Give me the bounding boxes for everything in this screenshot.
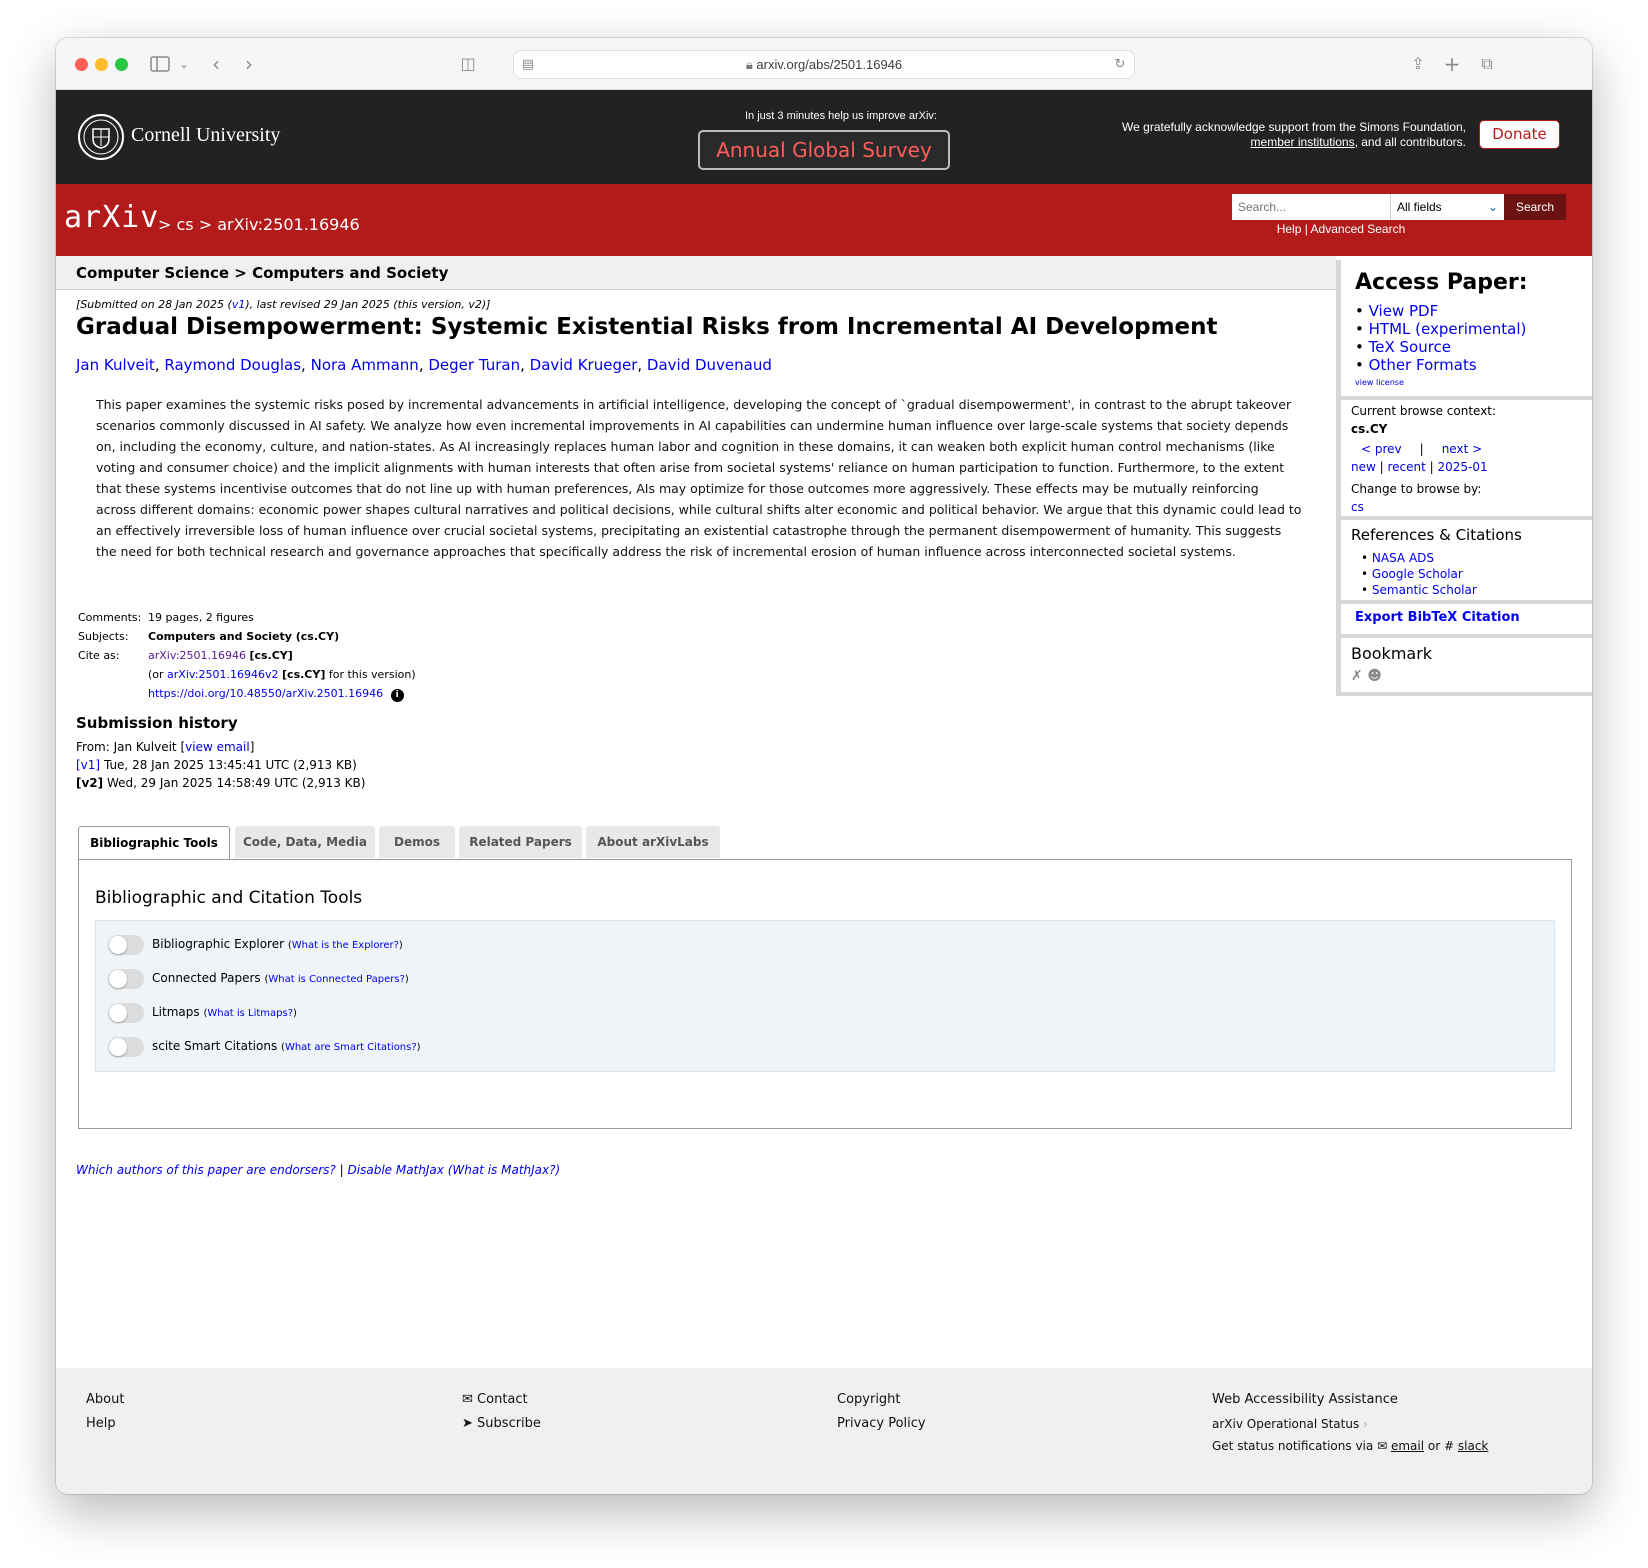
notify-prefix: Get status notifications via bbox=[1212, 1439, 1374, 1453]
comments-value: 19 pages, 2 figures bbox=[148, 611, 254, 624]
close-window-button[interactable] bbox=[75, 58, 88, 71]
google-scholar-link[interactable]: Google Scholar bbox=[1371, 567, 1463, 581]
panel-title: Bibliographic and Citation Tools bbox=[95, 888, 363, 908]
explorer-toggle[interactable] bbox=[108, 935, 144, 955]
bibtex-box bbox=[1341, 604, 1592, 634]
url-value: arxiv.org/abs/2501.16946 bbox=[756, 57, 903, 72]
semantic-scholar-link[interactable]: Semantic Scholar bbox=[1371, 583, 1477, 597]
history-v2-label: [v2] bbox=[76, 776, 104, 790]
browser-window bbox=[56, 38, 1592, 1494]
references-title: References & Citations bbox=[1351, 526, 1522, 544]
bookmark-box bbox=[1341, 638, 1592, 692]
what-is-mathjax-link[interactable]: (What is MathJax?) bbox=[447, 1163, 561, 1177]
toggle-label: Connected Papers bbox=[152, 971, 261, 985]
author-link[interactable]: David Duvenaud bbox=[646, 356, 772, 374]
cite-category: [cs.CY] bbox=[249, 649, 293, 662]
litmaps-help-link[interactable]: What is Litmaps? bbox=[207, 1008, 293, 1019]
chevron-down-icon[interactable]: ⌄ bbox=[178, 57, 190, 71]
history-v1-link[interactable]: [v1] bbox=[76, 758, 101, 772]
submission-history bbox=[76, 738, 365, 792]
help-link[interactable]: Help bbox=[1276, 222, 1302, 236]
status-email-link[interactable]: email bbox=[1390, 1439, 1425, 1453]
html-link[interactable]: HTML (experimental) bbox=[1368, 320, 1527, 338]
disable-mathjax-link[interactable]: Disable MathJax bbox=[347, 1163, 444, 1177]
donate-button[interactable]: Donate bbox=[1479, 120, 1560, 149]
or-prefix: (or bbox=[148, 668, 164, 681]
share-icon[interactable]: ⇪ bbox=[1411, 54, 1425, 73]
info-icon[interactable]: i bbox=[391, 689, 404, 702]
breadcrumb[interactable]: > cs > arXiv:2501.16946 bbox=[158, 215, 360, 234]
history-v1-text: Tue, 28 Jan 2025 13:45:41 UTC (2,913 KB) bbox=[103, 758, 357, 772]
envelope-icon: ✉ bbox=[462, 1392, 473, 1407]
view-email-link[interactable]: view email bbox=[185, 740, 250, 754]
doi-row bbox=[78, 684, 416, 703]
paper-plane-icon: ➤ bbox=[462, 1416, 473, 1431]
privacy-policy-link[interactable]: Privacy Policy bbox=[837, 1416, 926, 1431]
history-v1 bbox=[76, 756, 365, 774]
separator: | bbox=[1304, 222, 1308, 236]
prev-link[interactable]: < prev bbox=[1361, 442, 1402, 456]
search-field-select[interactable] bbox=[1390, 194, 1504, 220]
envelope-icon: ✉ bbox=[1377, 1439, 1388, 1453]
cornell-seal-icon[interactable] bbox=[78, 114, 124, 160]
tab-bibliographic-tools[interactable]: Bibliographic Tools bbox=[78, 826, 230, 860]
cite-label: Cite as: bbox=[78, 649, 120, 662]
chevron-down-icon: ⌄ bbox=[1487, 200, 1498, 214]
footer bbox=[56, 1368, 1592, 1494]
footer-col-4 bbox=[1212, 1388, 1488, 1456]
search-help-links bbox=[1232, 222, 1450, 236]
access-links bbox=[1355, 302, 1526, 374]
view-pdf-link[interactable]: View PDF bbox=[1368, 302, 1439, 320]
connected-papers-help-link[interactable]: What is Connected Papers? bbox=[268, 974, 405, 985]
minimize-window-button[interactable] bbox=[95, 58, 108, 71]
abstract: This paper examines the systemic risks posed by incremental advancements in artificial intelligence, developing the concept of `gradual disempowerment', in contrast to the abrupt takeover scenarios commonly discussed in AI safety. We analyze how even incremental improvements in AI capabilities can undermine human influence over large-scale systems that society depends on, including the economy, culture, and nation-states. As AI increasingly replaces human labor and cognition in these domains, it can weaken both explicit human control mechanisms (like voting and consumer choice) and the implicit alignments with human interests that often arise from societal systems' reliance on human participation to function. Furthermore, to the extent that these systems incentivise outcomes that do not line up with human preferences, AIs may optimize for those outcomes more aggressively. These effects may be mutually reinforcing across different domains: economic power shapes cultural narratives and political decisions, while cultural shifts alter economic and political behavior. We argue that this dynamic could lead to an effectively irreversible loss of human influence over crucial societal systems, precipitating an existential catastrophe through the permanent disempowerment of humanity. This suggests the need for both technical research and governance approaches that specifically address the risk of incremental erosion of human influence across interconnected societal systems. bbox=[96, 397, 1302, 559]
url-text bbox=[514, 57, 1134, 73]
paper-title: Gradual Disempowerment: Systemic Existential Risks from Incremental AI Development bbox=[76, 314, 1218, 340]
support-text-1: We gratefully acknowledge support from the Simons Foundation, bbox=[1122, 120, 1466, 134]
tab-overview-icon[interactable]: ⧉ bbox=[1481, 54, 1493, 73]
address-bar[interactable] bbox=[513, 50, 1135, 79]
support-acknowledgement bbox=[1066, 120, 1466, 150]
author-link[interactable]: Jan Kulveit bbox=[76, 356, 155, 374]
arxiv-logo[interactable]: arXiv bbox=[64, 200, 160, 235]
page-icon: ▤ bbox=[521, 57, 535, 72]
toggle-row-connected-papers: Connected Papers (What is Connected Papers?) bbox=[108, 967, 409, 989]
search-button[interactable]: Search bbox=[1504, 194, 1566, 220]
annual-survey-button[interactable]: Annual Global Survey bbox=[698, 130, 950, 170]
browser-toolbar bbox=[56, 38, 1592, 90]
subject-header-text: Computer Science > Computers and Society bbox=[76, 264, 449, 282]
search-input[interactable] bbox=[1232, 194, 1390, 220]
translate-icon[interactable]: ◫ bbox=[460, 54, 476, 73]
v1-link[interactable]: v1 bbox=[231, 298, 246, 311]
toggle-row-explorer: Bibliographic Explorer (What is the Explorer?) bbox=[108, 933, 403, 955]
tex-source-link[interactable]: TeX Source bbox=[1368, 338, 1452, 356]
author-link[interactable]: Raymond Douglas bbox=[164, 356, 302, 374]
tab-panel bbox=[78, 859, 1572, 1129]
submitted-suffix: ), last revised 29 Jan 2025 (this version, v2)] bbox=[245, 298, 491, 311]
history-v2-text: Wed, 29 Jan 2025 14:58:49 UTC (2,913 KB) bbox=[106, 776, 366, 790]
about-link[interactable]: About bbox=[86, 1392, 125, 1407]
history-from bbox=[76, 738, 365, 756]
lock-icon: 🔒︎ bbox=[745, 57, 757, 72]
comments-row bbox=[78, 608, 416, 627]
cite-row bbox=[78, 646, 416, 665]
bibsonomy-icon[interactable]: ✗ bbox=[1351, 668, 1363, 684]
browse-context-value: cs.CY bbox=[1351, 422, 1388, 436]
browse-context-box: Current browse context: cs.CY < prev | next > new | recent | 2025-01 Change to browse by: cs bbox=[1341, 400, 1592, 516]
sidebar bbox=[1336, 260, 1592, 696]
other-formats-link[interactable]: Other Formats bbox=[1368, 356, 1477, 374]
footer-help-link[interactable]: Help bbox=[86, 1416, 116, 1431]
references-links bbox=[1351, 550, 1477, 598]
footer-col-2 bbox=[462, 1388, 541, 1436]
recent-link[interactable]: recent bbox=[1387, 460, 1426, 474]
browse-cs-link[interactable]: cs bbox=[1351, 500, 1364, 514]
bookmark-icons bbox=[1351, 668, 1382, 684]
separator: | bbox=[339, 1163, 344, 1177]
support-text-2: , and all contributors. bbox=[1354, 135, 1466, 149]
cornell-university-logo-text[interactable]: Cornell University bbox=[131, 124, 281, 146]
metadata-table bbox=[78, 608, 416, 703]
new-link[interactable]: new bbox=[1351, 460, 1376, 474]
browse-context-label: Current browse context: bbox=[1351, 404, 1497, 418]
author-link[interactable]: David Krueger bbox=[529, 356, 638, 374]
subject-header bbox=[56, 256, 1336, 290]
explorer-help-link[interactable]: What is the Explorer? bbox=[291, 940, 399, 951]
chevron-right-icon: › bbox=[1363, 1417, 1368, 1431]
tab-demos[interactable]: Demos bbox=[379, 826, 455, 858]
tab-about-arxivlabs[interactable]: About arXivLabs bbox=[586, 826, 720, 858]
cite-v2-link[interactable]: arXiv:2501.16946v2 bbox=[167, 668, 279, 681]
month-link[interactable]: 2025-01 bbox=[1437, 460, 1488, 474]
subjects-label: Subjects: bbox=[78, 630, 129, 643]
submitted-prefix: [Submitted on 28 Jan 2025 ( bbox=[76, 298, 232, 311]
toggle-label: Litmaps bbox=[152, 1005, 200, 1019]
subjects-row bbox=[78, 627, 416, 646]
litmaps-toggle[interactable] bbox=[108, 1003, 144, 1023]
bookmark-title: Bookmark bbox=[1351, 644, 1433, 663]
contact-link[interactable]: Contact bbox=[477, 1392, 528, 1407]
submission-history-title: Submission history bbox=[76, 714, 238, 732]
export-bibtex-link[interactable]: Export BibTeX Citation bbox=[1355, 610, 1520, 625]
author-link[interactable]: Nora Ammann bbox=[310, 356, 419, 374]
footer-col-3 bbox=[837, 1388, 926, 1436]
endorsers-line bbox=[76, 1163, 560, 1177]
arxiv-header bbox=[56, 184, 1592, 256]
zoom-window-button[interactable] bbox=[115, 58, 128, 71]
comments-label: Comments: bbox=[78, 611, 142, 624]
survey-prompt: In just 3 minutes help us improve arXiv: bbox=[745, 110, 937, 122]
tab-related-papers[interactable]: Related Papers bbox=[459, 826, 582, 858]
operational-status-link[interactable]: arXiv Operational Status bbox=[1212, 1417, 1360, 1431]
toggle-list bbox=[95, 920, 1555, 1072]
history-from-suffix: ] bbox=[249, 740, 255, 754]
view-license-link[interactable]: view license bbox=[1355, 378, 1404, 387]
history-from-prefix: From: Jan Kulveit [ bbox=[76, 740, 186, 754]
scite-help-link[interactable]: What are Smart Citations? bbox=[284, 1042, 417, 1053]
access-paper-box bbox=[1341, 260, 1592, 396]
references-box bbox=[1341, 520, 1592, 600]
status-slack-link[interactable]: slack bbox=[1457, 1439, 1489, 1453]
footer-col-1 bbox=[86, 1388, 124, 1436]
separator: | bbox=[1419, 442, 1424, 456]
reload-icon[interactable]: ↻ bbox=[1114, 57, 1126, 72]
cornell-banner bbox=[56, 90, 1592, 184]
search-field-value: All fields bbox=[1397, 200, 1442, 214]
or-text: or bbox=[1427, 1439, 1441, 1453]
endorsers-link[interactable]: Which authors of this paper are endorsers? bbox=[76, 1163, 336, 1177]
subscribe-link[interactable]: Subscribe bbox=[477, 1416, 541, 1431]
reddit-icon[interactable]: ☻ bbox=[1367, 668, 1382, 684]
next-link[interactable]: next > bbox=[1441, 442, 1483, 456]
back-icon[interactable]: ‹ bbox=[212, 52, 220, 76]
connected-papers-toggle[interactable] bbox=[108, 969, 144, 989]
tab-code-data-media[interactable]: Code, Data, Media bbox=[235, 826, 375, 858]
cite-version-row bbox=[78, 665, 416, 684]
cite-id-link[interactable]: arXiv:2501.16946 bbox=[148, 649, 246, 662]
history-v2 bbox=[76, 774, 365, 792]
toggle-row-litmaps: Litmaps (What is Litmaps?) bbox=[108, 1001, 297, 1023]
cite-v2-category: [cs.CY] bbox=[282, 668, 326, 681]
nasa-ads-link[interactable]: NASA ADS bbox=[1371, 551, 1435, 565]
access-paper-title: Access Paper: bbox=[1355, 270, 1528, 295]
forward-icon[interactable]: › bbox=[245, 52, 253, 76]
subjects-value: Computers and Society (cs.CY) bbox=[148, 630, 340, 643]
doi-link[interactable]: https://doi.org/10.48550/arXiv.2501.16946 bbox=[148, 687, 384, 700]
accessibility-link[interactable]: Web Accessibility Assistance bbox=[1212, 1392, 1398, 1407]
sidebar-icon[interactable] bbox=[146, 50, 174, 78]
slack-icon: # bbox=[1443, 1439, 1455, 1453]
new-tab-icon[interactable]: + bbox=[1443, 52, 1461, 76]
toggle-label: Bibliographic Explorer bbox=[152, 937, 285, 951]
copyright-link[interactable]: Copyright bbox=[837, 1392, 901, 1407]
toggle-row-scite: scite Smart Citations (What are Smart Citations?) bbox=[108, 1035, 421, 1057]
advanced-search-link[interactable]: Advanced Search bbox=[1310, 222, 1406, 236]
scite-toggle[interactable] bbox=[108, 1037, 144, 1057]
author-list: Jan Kulveit, Raymond Douglas, Nora Ammann, Deger Turan, David Krueger, David Duvenaud bbox=[76, 356, 772, 374]
or-suffix: for this version) bbox=[328, 668, 416, 681]
member-institutions-link[interactable]: member institutions bbox=[1250, 135, 1355, 149]
toggle-label: scite Smart Citations bbox=[152, 1039, 278, 1053]
change-browse-label: Change to browse by: bbox=[1351, 482, 1482, 496]
author-link[interactable]: Deger Turan bbox=[428, 356, 521, 374]
submission-dates bbox=[76, 298, 490, 311]
